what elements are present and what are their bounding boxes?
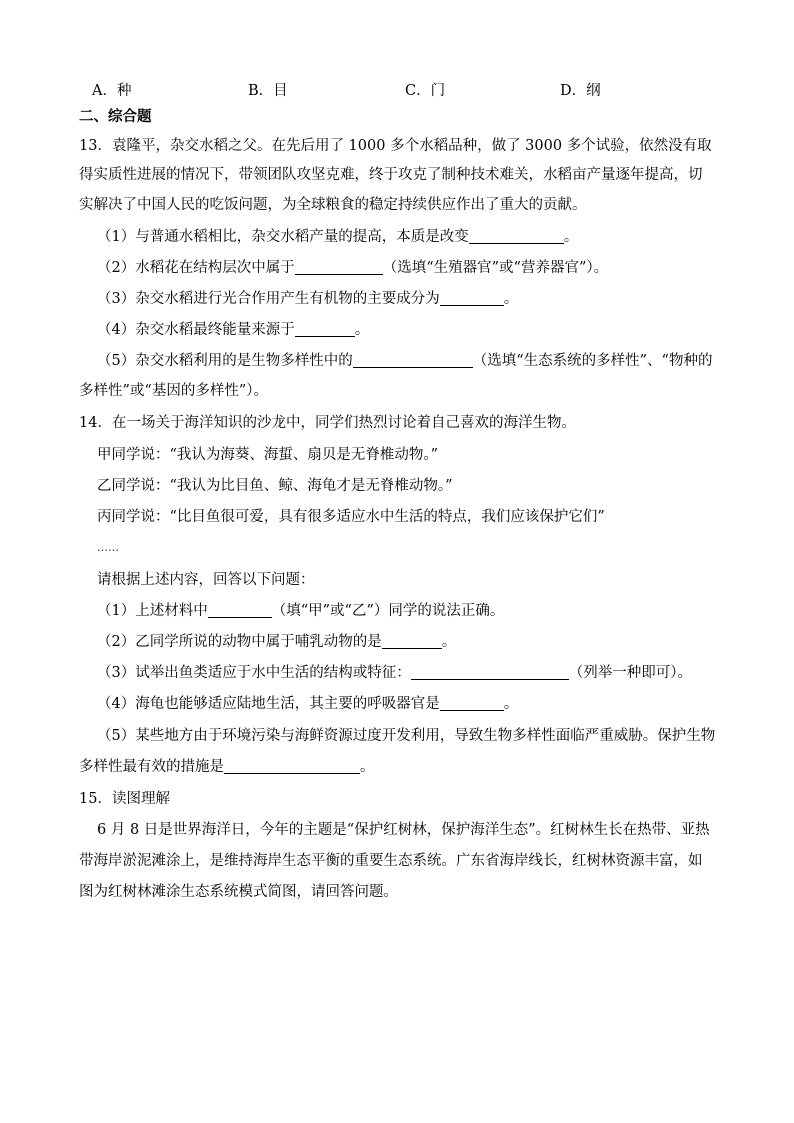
q14-item-1 xyxy=(97,601,737,621)
q13-item-2-tail: （选填“生殖器官”或“营养器官”）。 xyxy=(382,260,609,276)
q14-item-5-cont-text: 多样性最有效的措施是 xyxy=(79,759,224,775)
q13-item-5-continued: 多样性”或“基因的多样性”）。 xyxy=(79,383,268,399)
answer-blank[interactable] xyxy=(353,352,473,368)
q13-item-4 xyxy=(97,320,737,340)
q14-item-4-tail: 。 xyxy=(503,696,519,712)
q13-item-3 xyxy=(97,289,737,309)
q14-item-5-cont-tail: 。 xyxy=(360,759,375,775)
option-c-letter: C． xyxy=(405,83,431,99)
q14-speaker-b: 乙同学说：“我认为比目鱼、鲸、海龟才是无脊椎动物。” xyxy=(97,478,453,494)
q14-item-2-tail: 。 xyxy=(441,634,457,650)
answer-blank[interactable] xyxy=(469,228,564,244)
q13-item-1-tail: 。 xyxy=(563,229,579,245)
option-d xyxy=(560,81,601,101)
option-d-text: 纲 xyxy=(586,83,601,99)
q14-item-5-text: （5）某些地方由于环境污染与海鲜资源过度开发利用，导致生物多样性面临严重威胁。保护生物 xyxy=(97,728,716,744)
q14-speaker-a: 甲同学说：“我认为海葵、海蜇、扇贝是无脊椎动物。” xyxy=(97,447,439,463)
q13-item-2 xyxy=(97,258,737,278)
option-c xyxy=(405,81,445,101)
q13-item-3-text: （3）杂交水稻进行光合作用产生有机物的主要成分为 xyxy=(97,291,440,307)
q15-para-line-1: 6 月 8 日是世界海洋日，今年的主题是“保护红树林，保护海洋生态”。红树林生长在热带、亚热 xyxy=(97,822,710,838)
q14-item-5 xyxy=(97,726,737,746)
q13-item-5-text: （5）杂交水稻利用的是生物多样性中的 xyxy=(97,353,353,369)
q14-ellipsis: …… xyxy=(97,541,119,554)
q15-stem: 15．读图理解 xyxy=(79,791,170,807)
q14-item-3 xyxy=(97,663,737,683)
answer-blank[interactable] xyxy=(295,321,355,337)
q14-item-2-text: （2）乙同学所说的动物中属于哺乳动物的是 xyxy=(97,634,382,650)
q15-para-line-2: 带海岸淤泥滩涂上，是维持海岸生态平衡的重要生态系统。广东省海岸线长，红树林资源丰富，如 xyxy=(79,853,703,869)
q13-stem-line-2: 得实质性进展的情况下，带领团队攻坚克难，终于攻克了制种技术难关，水稻亩产量逐年提高，切 xyxy=(79,167,703,183)
q13-stem-line-1: 13．袁隆平，杂交水稻之父。在先后用了 1000 多个水稻品种，做了 3000 多个试验，依然没有取 xyxy=(79,138,712,154)
q13-item-3-tail: 。 xyxy=(503,291,519,307)
q14-item-3-tail: （列举一种即可）。 xyxy=(568,665,692,681)
q14-item-2 xyxy=(97,632,737,652)
answer-blank[interactable] xyxy=(411,664,569,680)
section-title: 二、综合题 xyxy=(79,109,152,125)
q14-instruction: 请根据上述内容，回答以下问题： xyxy=(97,572,315,588)
option-b-text: 目 xyxy=(273,83,288,99)
answer-blank[interactable] xyxy=(208,602,272,618)
option-a-letter: A． xyxy=(92,83,117,99)
q13-item-5 xyxy=(97,351,737,371)
q14-stem: 14．在一场关于海洋知识的沙龙中，同学们热烈讨论着自己喜欢的海洋生物。 xyxy=(79,415,576,431)
option-b xyxy=(248,81,288,101)
q13-item-1-text: （1）与普通水稻相比，杂交水稻产量的提高，本质是改变 xyxy=(97,229,469,245)
q14-item-1-tail: （填“甲”或“乙”）同学的说法正确。 xyxy=(271,603,505,619)
option-a-text: 种 xyxy=(116,83,132,99)
q14-item-3-text: （3）试举出鱼类适应于水中生活的结构或特征： xyxy=(97,665,411,681)
q14-item-5-continued xyxy=(79,757,719,777)
answer-blank[interactable] xyxy=(224,758,360,774)
q13-item-5-tail: （选填“生态系统的多样性”、“物种的 xyxy=(472,353,713,369)
q15-para-line-3: 图为红树林滩涂生态系统模式简图，请回答问题。 xyxy=(79,884,398,900)
q14-item-4 xyxy=(97,694,737,714)
q13-item-1 xyxy=(97,227,737,247)
q13-item-4-text: （4）杂交水稻最终能量来源于 xyxy=(97,322,295,338)
option-c-text: 门 xyxy=(430,83,446,99)
option-a xyxy=(92,81,131,101)
q13-item-2-text: （2）水稻花在结构层次中属于 xyxy=(97,260,295,276)
q14-speaker-c: 丙同学说：“比目鱼很可爱，具有很多适应水中生活的特点，我们应该保护它们” xyxy=(97,509,605,525)
answer-blank[interactable] xyxy=(440,695,504,711)
answer-blank[interactable] xyxy=(440,290,504,306)
q14-item-1-text: （1）上述材料中 xyxy=(97,603,208,619)
option-b-letter: B． xyxy=(248,83,274,99)
answer-blank[interactable] xyxy=(295,259,383,275)
option-d-letter: D． xyxy=(560,83,587,99)
answer-blank[interactable] xyxy=(382,633,442,649)
q13-stem-line-3: 实解决了中国人民的吃饭问题，为全球粮食的稳定持续供应作出了重大的贡献。 xyxy=(79,197,587,213)
q13-item-4-tail: 。 xyxy=(354,322,370,338)
q14-item-4-text: （4）海龟也能够适应陆地生活，其主要的呼吸器官是 xyxy=(97,696,440,712)
